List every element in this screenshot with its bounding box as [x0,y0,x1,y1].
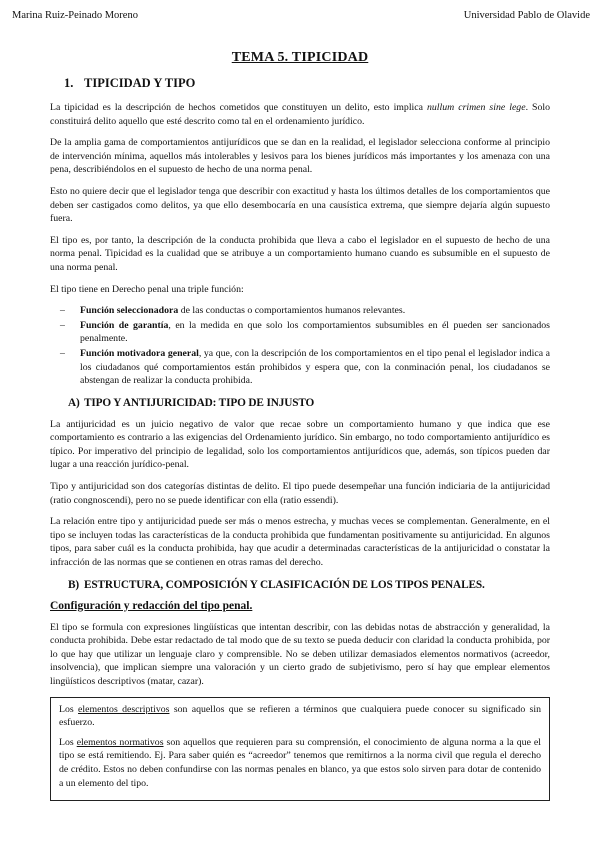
term-descriptivos: elementos descriptivos [78,703,170,715]
section-a-label: A) [68,396,80,409]
latin-phrase: nullum crimen sine lege [426,102,526,113]
section-1-number: 1. [64,76,74,90]
list-item [50,319,550,346]
paragraph [50,101,550,128]
header-author: Marina Ruiz-Peinado Moreno [12,10,138,21]
list-item-text: , en la medida en que solo los comportamientos subsumibles en él pueden ser sancionados penalmente. [80,319,550,345]
list-item-term: Función seleccionadora [80,305,179,317]
list-item-term: Función de garantía [80,319,169,331]
text-span: Los [59,703,79,715]
definition-box [50,697,550,802]
subsection-heading: Configuración y redacción del tipo penal. [50,599,253,612]
paragraph: Esto no quiere decir que el legislador tenga que describir con exactitud y hasta los últimos detalles de los comportamientos que deben ser castigados como delitos, ya que ello desembocaría en una causística extrema, que siempre dejaría algún supuesto fuera. [50,185,550,225]
term-normativos: elementos normativos [76,736,164,748]
document-body [50,76,550,801]
paragraph: De la amplia gama de comportamientos antijurídicos que se dan en la realidad, el legislador selecciona conforme al principio de intervención mínima, aquellos más intolerables y lesivos para los bienes jurídicos más importantes y los amenaza con una pena, describiéndolos en el supuesto de hecho de una norma penal. [50,137,550,176]
paragraph: Tipo y antijuricidad son dos categorías distintas de delito. El tipo puede desempeñar una función indiciaria de la antijuricidad (ratio congnoscendi), pero no se puede identificar con ella (ratio essendi). [50,481,550,506]
list-item [50,304,550,318]
paragraph: La antijuricidad es un juicio negativo de valor que recae sobre un comportamiento humano y que indica que ese comportamiento es contrario a las exigencias del Ordenamiento jurídico. Sin embargo, no todo comportamiento antijurídico es típico. Por imperativo del principio de legalidad, solo los comportamientos antijurídicos que, además, son típicos pueden dar lugar a una reacción jurídico-penal. [50,418,550,471]
text-span: Los [59,736,77,748]
text-span: son aquellos que requieren para su comprensión, el conocimiento de alguna norma a la que el tipo se está remitiendo. Ej. Para saber quién es “acreedor” tenemos que remitirnos a la norma civil que regula el derecho de crédito. Estos no deben confundirse con las normas penales en blanco, ya que estos solo sirven para dotar de contenido a un elemento del tipo. [59,736,541,789]
section-b-heading [68,579,550,591]
section-a-heading [68,397,550,409]
list-item-text: de las conductas o comportamientos humanos relevantes. [178,305,406,317]
dash-bullet: – [60,305,65,317]
list-item [50,347,550,388]
section-a-title: TIPO Y ANTIJURICIDAD: TIPO DE INJUSTO [84,396,315,409]
section-b-label: B) [68,578,79,591]
text-span: son aquellos que se refieren a términos que cualquiera puede conocer su significado sin esfuerzo. [59,703,541,729]
paragraph: El tipo tiene en Derecho penal una triple función: [50,283,244,295]
paragraph: El tipo es, por tanto, la descripción de la conducta prohibida que lleva a cabo el legislador en el supuesto de hecho de una norma penal. Tipicidad es la cualidad que se atribuye a un comportamiento humano cuando es subsumible en el supuesto de una norma penal. [50,234,550,273]
paragraph: El tipo se formula con expresiones lingüísticas que intentan describir, con las debidas notas de abstracción y generalidad, la conducta prohibida. Debe estar redactado de tal modo que de su texto se pueda deducir con claridad la conducta prohibida, por lo que hay que utilizar un lenguaje claro y comprensible. No se deben utilizar demasiados elementos normativos (acreedor, insolvencia), que implican siempre una valoración y un cierto grado de subjetivismo, pero sí hay que emplear elementos lingüísticos descriptivos (matar, cazar). [50,621,550,687]
page-title: TEMA 5. TIPICIDAD [231,50,369,65]
paragraph [59,703,541,730]
dash-bullet: – [60,347,65,359]
section-1-heading [64,76,550,91]
list-item-text: , ya que, con la descripción de los comportamientos en el tipo penal el legislador indica a los ciudadanos qué comportamientos están prohibidos y espera que, con la conminación penal, los ciudadanos se abstengan de realizar la conducta prohibida. [80,347,550,387]
paragraph [59,736,541,790]
section-b-title: ESTRUCTURA, COMPOSICIÓN Y CLASIFICACIÓN DE LOS TIPOS PENALES. [84,578,485,591]
dash-bullet: – [60,319,65,331]
list-item-term: Función motivadora general [80,347,199,359]
header-institution: Universidad Pablo de Olavide [463,10,590,21]
text-span: La tipicidad es la descripción de hechos cometidos que constituyen un delito, esto implica [50,102,427,113]
functions-list [50,304,550,388]
section-1-title: TIPICIDAD Y TIPO [84,76,196,90]
paragraph: La relación entre tipo y antijuricidad puede ser más o menos estrecha, y muchas veces se complementan. Generalmente, en el tipo se incluyen todas las características de la conducta prohibida que fundamentan positivamente su antijuricidad. En algunos tipos, para saber cuál es la conducta prohibida, hay que acudir a determinadas características de la antijuricidad o constatar la infracción de las normas que se contienen en otras ramas del derecho. [50,516,550,569]
text-span: . Solo constituirá delito aquello que esté descrito como tal en el ordenamiento jurídico. [50,102,550,127]
